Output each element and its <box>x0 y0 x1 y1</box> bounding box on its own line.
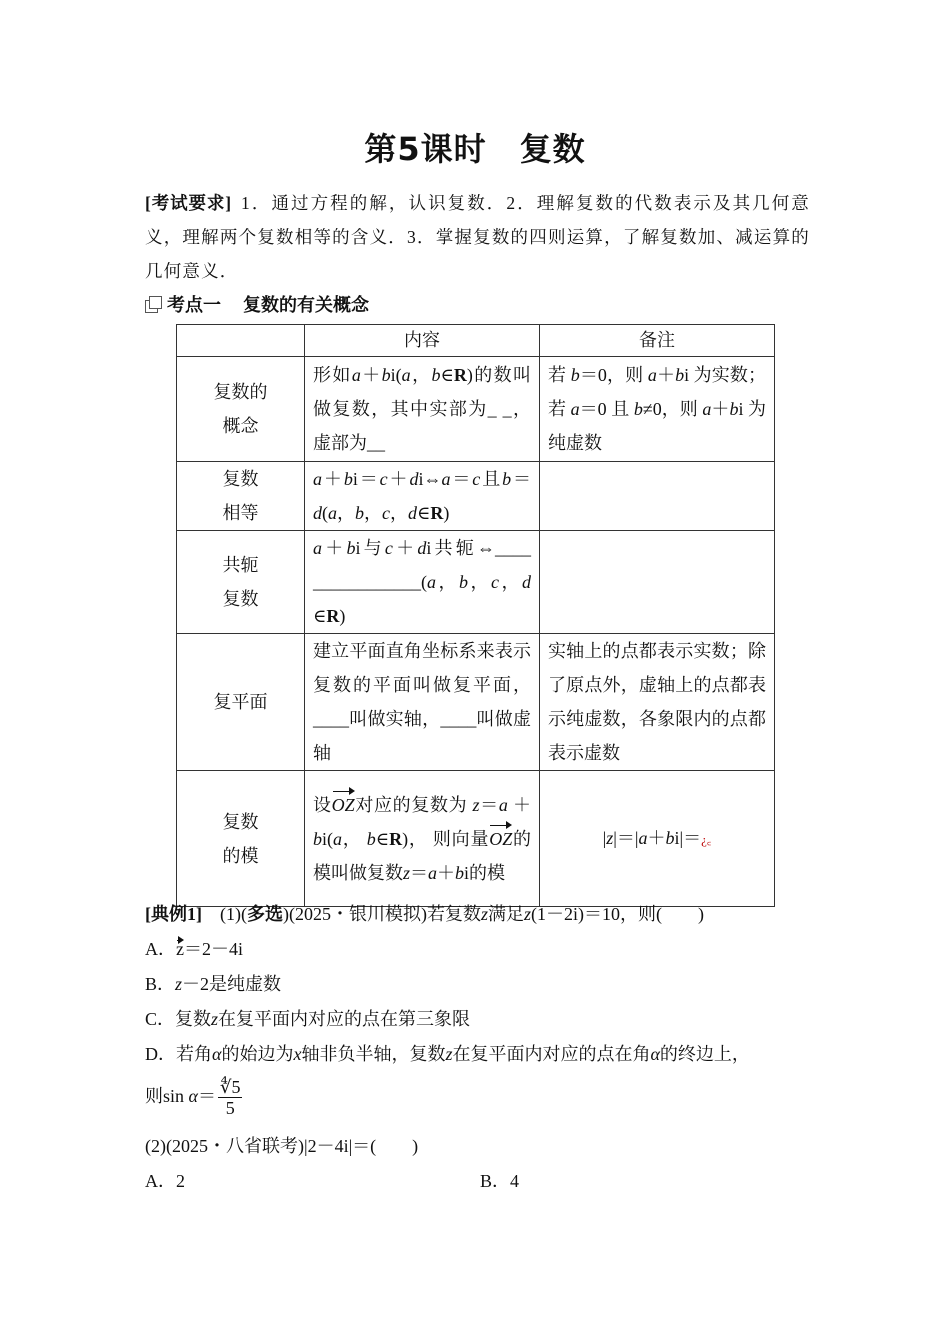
row-note <box>540 531 775 634</box>
option-b: B．z－2是纯虚数 <box>145 974 282 994</box>
section-number: 考点一 <box>167 295 221 316</box>
q2-option-a: A．2 <box>145 1171 185 1191</box>
row-note: |z|＝|a＋bi|＝¿꜀ <box>540 771 775 907</box>
row-name: 复平面 <box>177 634 305 771</box>
table-row <box>177 357 775 462</box>
requirements-label: [考试要求] <box>145 193 232 213</box>
row-note: 实轴上的点都表示实数；除了原点外，虚轴上的点都表示纯虚数，各象限内的点都表示虚数 <box>540 634 775 771</box>
row-content: 设OZ对应的复数为 z＝a ＋ bi(a， b∈R)， 则向量OZ的模叫做复数z＝a＋bi的模 <box>305 771 540 907</box>
option-d-line2: 则sin α＝ $\frac{∜5}{5}$ <box>145 1077 241 1119</box>
row-content: 形如a＋bi(a，b∈R)的数叫做复数，其中实部为_ _，虚部为__ <box>305 357 540 462</box>
table-header-note: 备注 <box>540 325 775 357</box>
row-name: 复数 的模 <box>177 771 305 907</box>
exam-requirements <box>145 186 810 288</box>
requirements-text: 1．通过方程的解，认识复数．2．理解复数的代数表示及其几何意义，理解两个复数相等的含义．3．掌握复数的四则运算，了解复数加、减运算的几何意义． <box>145 193 810 281</box>
table-header-row <box>177 325 775 357</box>
option-c: C．复数z在复平面内对应的点在第三象限 <box>145 1009 471 1029</box>
example-question-2: (2)(2025・八省联考)|2－4i|＝( ) <box>145 1136 419 1156</box>
section-heading <box>145 291 369 317</box>
row-note: 若 b＝0，则 a＋bi 为实数；若 a＝0 且 b≠0，则 a＋bi 为纯虚数 <box>540 357 775 462</box>
page-title: 第5课时 复数 <box>364 130 586 168</box>
row-name: 复数的 概念 <box>177 357 305 462</box>
concept-table <box>176 324 775 907</box>
row-content: a＋bi与c＋di共轭⇔____ ____________(a，b，c，d ∈R) <box>305 531 540 634</box>
option-a: A．z＝2－4i <box>145 939 244 959</box>
table-row <box>177 634 775 771</box>
section-marker-icon <box>145 296 161 312</box>
table-header-content: 内容 <box>305 325 540 357</box>
section-title: 复数的有关概念 <box>243 295 369 316</box>
table-row <box>177 531 775 634</box>
q2-option-b: B．4 <box>480 1171 520 1191</box>
row-content: a＋bi＝c＋di⇔a＝c且b＝d(a，b，c，d∈R) <box>305 462 540 531</box>
row-content: 建立平面直角坐标系来表示复数的平面叫做复平面，____叫做实轴，____叫做虚轴 <box>305 634 540 771</box>
row-name: 复数 相等 <box>177 462 305 531</box>
table-row <box>177 462 775 531</box>
table-row <box>177 771 775 907</box>
row-name: 共轭 复数 <box>177 531 305 634</box>
example-question-1: [典例1] (1)(多选)(2025・银川模拟)若复数z满足z(1－2i)＝10，则( ) <box>145 904 704 924</box>
row-note <box>540 462 775 531</box>
table-header-empty <box>177 325 305 357</box>
fraction: $\frac{∜5}{5}$ <box>219 1077 241 1119</box>
option-d: D．若角α的始边为x轴非负半轴，复数z在复平面内对应的点在角α的终边上， <box>145 1044 750 1064</box>
